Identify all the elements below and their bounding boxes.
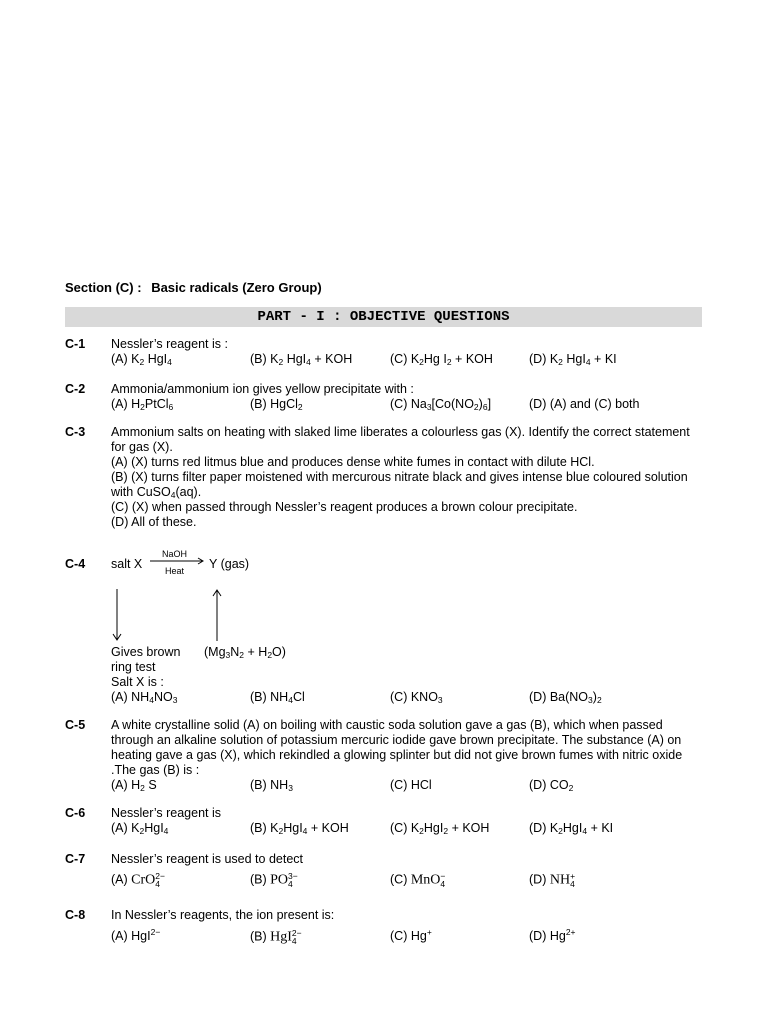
brown-ring-text: Gives brown <box>111 645 181 659</box>
option-c: (C) $KNO_3$ <box>390 690 443 705</box>
question-number: C-3 <box>65 425 86 439</box>
question-text: A white crystalline solid (A) on boiling with caustic soda solution gave a gas (B), which when passed through an alkaline solution of potassium mercuric iodide gave brown precipitate. The substance (A) on heating gave a gas (X), which rekindled a glowing splinter but did not give brown fumes with nitric oxide .The gas (B) is : <box>111 718 683 777</box>
option-a: (A) $K_2$ HgI$_4$ <box>111 352 172 367</box>
option-b: (B) HgI 2− 4 <box>250 928 302 946</box>
statement-d: (D) All of these. <box>111 515 197 529</box>
option-a: (A) $K_2HgI_4$ <box>111 821 169 836</box>
option-a: (A) $H_2$ S <box>111 778 157 793</box>
option-b: (B) HgCl$_2$ <box>250 397 303 412</box>
option-c: (C) $K_2HgI_2$ + KOH <box>390 821 490 836</box>
statement-c: (C) (X) when passed through Nessler’s reagent produces a brown colour precipitate. <box>111 500 578 514</box>
option-d: (D) $Hg^{2+}$ <box>529 927 576 943</box>
option-c: (C) $Na_3[Co(NO_2)_6]$ <box>390 397 492 412</box>
section-title: Basic radicals (Zero Group) <box>151 280 322 295</box>
question-number: C-7 <box>65 852 86 866</box>
option-d: (D) (A) and (C) both <box>529 397 640 411</box>
option-d: (D) $K_2HgI_4$ + KI <box>529 821 614 836</box>
question-number: C-4 <box>65 557 86 571</box>
option-d: (D) $K_2$ HgI$_4$ + KI <box>529 352 617 367</box>
question-text <box>111 425 703 530</box>
option-d: (D) NH + 4 <box>529 871 576 889</box>
option-c: (C) $K_2Hg$ $I_2$ + KOH <box>390 352 493 367</box>
option-c: (C) HCl <box>390 778 432 792</box>
option-a: (A) CrO 2− 4 <box>111 871 165 889</box>
question-number: C-1 <box>65 337 86 351</box>
question-number: C-6 <box>65 806 86 820</box>
question-number: C-5 <box>65 718 86 732</box>
part-heading: PART - I : OBJECTIVE QUESTIONS <box>65 307 702 327</box>
arrow-above-label: NaOH <box>162 549 188 559</box>
option-d: (D) $CO_2$ <box>529 778 574 793</box>
option-c: (C) Hg+ <box>390 927 432 943</box>
question-text: Nessler’s reagent is <box>111 806 222 820</box>
option-d: (D) $Ba(NO_3)_2$ <box>529 690 602 705</box>
section-heading <box>65 280 328 295</box>
option-b: (B) $NH_3$ <box>250 778 293 793</box>
option-c: (C) MnO − 4 <box>390 871 446 889</box>
arrow-below-label: Heat <box>165 566 185 576</box>
question-text: Nessler’s reagent is : <box>111 337 228 351</box>
statement-a: (A) (X) turns red litmus blue and produces dense white fumes in contact with dilute HCl. <box>111 455 595 469</box>
option-b: (B) PO 3− 4 <box>250 871 298 889</box>
question-text: Salt X is : <box>111 675 164 689</box>
up-arrow <box>210 588 224 643</box>
statement-b: (B) (X) turns filter paper moistened with mercurous nitrate black and gives intense blue coloured solution <box>111 470 688 484</box>
mg3n2-label: $(Mg_3N_2 + H_2O)$ <box>204 645 286 660</box>
question-text: In Nessler’s reagents, the ion present is: <box>111 908 335 922</box>
option-a: (A) HgI$^{2-}$ <box>111 927 161 943</box>
question-text: Nessler’s reagent is used to detect <box>111 852 304 866</box>
option-a: (A) $H_2PtCl_6$ <box>111 397 174 412</box>
question-text: Ammonia/ammonium ion gives yellow precipitate with : <box>111 382 414 396</box>
question-stem: Ammonium salts on heating with slaked lime liberates a colourless gas (X). Identify the correct statement for gas (X). <box>111 425 690 454</box>
product-label: Y (gas) <box>209 557 250 571</box>
option-b: (B) $NH_4Cl$ <box>250 690 305 705</box>
section-label: Section (C) : <box>65 280 142 295</box>
option-b: (B) $K_2HgI_4$ + KOH <box>250 821 349 836</box>
option-a: (A) $NH_4NO_3$ <box>111 690 178 705</box>
salt-label: salt X <box>111 557 143 571</box>
question-number: C-8 <box>65 908 86 922</box>
brown-ring-text-2: ring test <box>111 660 156 674</box>
option-b: (B) $K_2$ HgI$_4$ + KOH <box>250 352 353 367</box>
question-number: C-2 <box>65 382 86 396</box>
down-arrow <box>110 588 124 643</box>
statement-b-cont: with CuSO$_4$(aq). <box>111 485 202 500</box>
